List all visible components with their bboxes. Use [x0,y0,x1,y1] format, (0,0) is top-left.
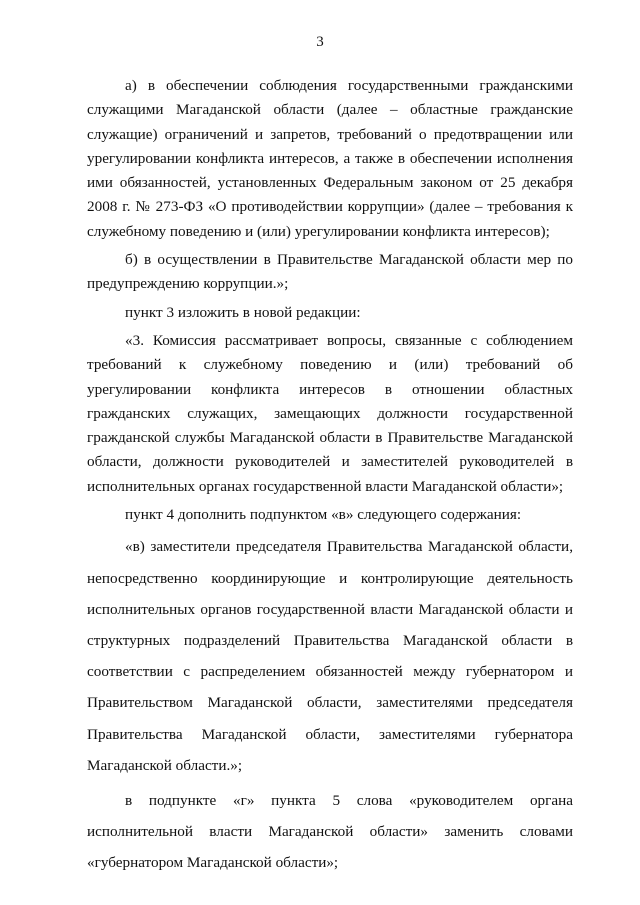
paragraph-subitem-b: б) в осуществлении в Правительстве Магаданской области мер по предупреждению коррупции.»; [87,251,573,293]
paragraph-item-3-instruction: пункт 3 изложить в новой редакции: [125,303,361,321]
document-body [87,74,573,883]
page-number: 3 [316,34,324,50]
paragraph-subitem-v: «в) заместители председателя Правительства Магаданской области, непосредственно координирующие и контролирующие деятельность исполнительных органов государственной власти Магаданской области и структурных подразделений Правительства Магаданской области в соответствии с распределением обязанностей между губернатором и Правительством Магаданской области, заместителями председателя Правительства Магаданской области, заместителями губернатора Магаданской области.»; [87,538,573,774]
paragraph-item-4-instruction: пункт 4 дополнить подпунктом «в» следующего содержания: [125,506,522,524]
paragraph-subitem-a: а) в обеспечении соблюдения государственными гражданскими служащими Магаданской области (далее – областные гражданские служащие) ограничений и запретов, требований о предотвращении или урегулировании конфликта интересов, а также в обеспечении исполнения ими обязанностей, установленных Федеральным законом от 25 декабря 2008 г. № 273-ФЗ «О противодействии коррупции» (далее – требования к служебному поведению и (или) урегулировании конфликта интересов); [87,77,573,240]
paragraph-item-3-text: «3. Комиссия рассматривает вопросы, связанные с соблюдением требований к служебному поведению и (или) требований об урегулировании конфликта интересов в отношении областных гражданских служащих, замещающих должности государственной гражданской службы Магаданской области в Правительстве Магаданской области, должности руководителей и заместителей руководителей в исполнительных органах государственной власти Магаданской области»; [87,331,573,495]
paragraph-item-5-amendment: в подпункте «г» пункта 5 слова «руководителем органа исполнительной власти Магаданской области» заменить словами «губернатором Магаданской области»; [87,791,573,872]
